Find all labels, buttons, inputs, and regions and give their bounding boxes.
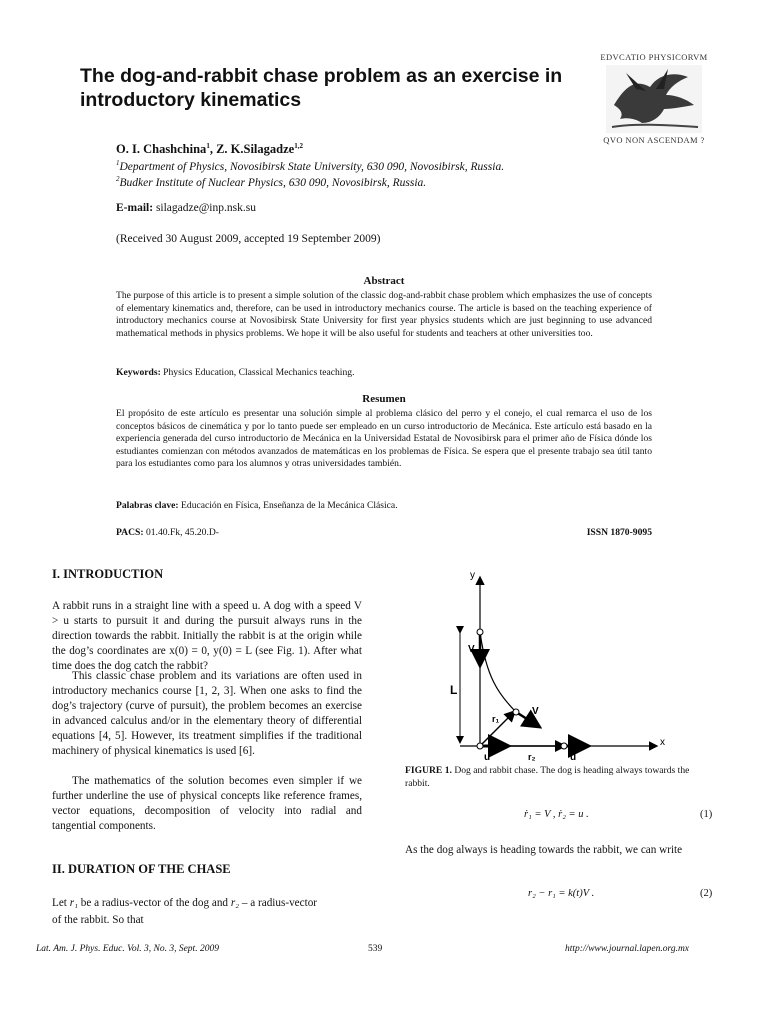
label-r1: r₁ (492, 714, 500, 724)
label-r2: r₂ (528, 752, 536, 762)
pegasus-icon (606, 65, 702, 133)
keywords-label: Keywords: (116, 367, 161, 378)
footer-url[interactable]: http://www.journal.lapen.org.mx (565, 944, 690, 954)
author-2: Z. K.Silagadze (216, 142, 295, 157)
equation-2-number: (2) (700, 888, 713, 899)
authors (116, 142, 303, 157)
pacs (116, 527, 219, 538)
footer-page-number: 539 (368, 944, 383, 954)
intro-heading: I. INTRODUCTION (52, 567, 164, 581)
palabras-clave (116, 500, 398, 511)
affiliation-1 (116, 159, 504, 173)
section-2-line-2: of the rabbit. So that (52, 914, 144, 926)
keywords (116, 367, 354, 378)
palabras-label: Palabras clave: (116, 500, 179, 511)
footer-journal: Lat. Am. J. Phys. Educ. Vol. 3, No. 3, Sept. 2009 (36, 944, 219, 954)
abstract-text: The purpose of this article is to present a simple solution of the classic dog-and-rabbit chase problem which emphasizes the use of concepts of elementary kinematics and, therefore, can be used in introductory mechanics course. The article is based on the teaching experience of introductory mechanics course at Novosibirsk State University for first year physics students which are just beginning to use advanced mathematical methods in physics problems. We hope it will be also useful for students and teachers at other universities too. (116, 290, 652, 339)
s2-text-c: – a radius-vector (241, 897, 318, 909)
author-1-sup: 1 (206, 142, 210, 150)
dog-start-point (477, 629, 483, 635)
affiliation-2-text: Budker Institute of Nuclear Physics, 630 090, Novosibirsk, Russia. (119, 176, 427, 189)
intro-para-3: The mathematics of the solution becomes even simpler if we further underline the use of physical concepts like reference frames, vector equations, decomposition of velocity into radial and tangential components. (52, 775, 362, 832)
label-V-top: V (468, 644, 475, 655)
intro-para-1: A rabbit runs in a straight line with a speed u. A dog with a speed V > u starts to pursuit it and during the pursuit always runs in the direction towards the rabbit. Initially the rabbit is at the origin while the dog’s coordinates are x(0) = 0, y(0) = L (see Fig. 1). After what time does the dog catch the rabbit? (52, 600, 362, 672)
pursuit-curve (480, 632, 516, 712)
rabbit-point (561, 743, 567, 749)
between-text: As the dog always is heading towards the rabbit, we can write (405, 844, 683, 856)
author-separator: , (209, 142, 217, 157)
affiliation-2-sup: 2 (116, 175, 120, 183)
received-date: (Received 30 August 2009, accepted 19 September 2009) (116, 233, 381, 245)
email-line (116, 202, 256, 214)
palabras-value: Educación en Física, Enseñanza de la Mecánica Clásica. (181, 500, 398, 511)
equation-1-number: (1) (700, 809, 713, 820)
label-L: L (450, 683, 458, 697)
resumen-heading: Resumen (362, 393, 406, 405)
pacs-label: PACS: (116, 527, 144, 538)
chase-figure (420, 566, 680, 762)
email-label: E-mail: (116, 202, 154, 214)
figure-caption-label: FIGURE 1. (405, 765, 452, 776)
abstract-heading: Abstract (363, 275, 405, 287)
pacs-value: 01.40.Fk, 45.20.D- (145, 527, 219, 538)
s2-r1: r₁ (69, 897, 78, 909)
s2-text-a: Let (52, 897, 67, 909)
journal-logo (600, 52, 708, 145)
label-x: x (660, 737, 665, 748)
paper-title: The dog-and-rabbit chase problem as an exercise in introductory kinematics (80, 65, 563, 111)
label-u-right: u (570, 752, 577, 762)
author-2-sup: 1,2 (294, 142, 303, 150)
keywords-value: Physics Education, Classical Mechanics teaching. (163, 367, 355, 378)
intro-para-2: This classic chase problem and its variations are often used in introductory mechanics course [1, 2, 3]. When one asks to find the dog’s trajectory (curve of pursuit), the problem becomes an exercise in advanced calculus and/or in the elementary theory of differential equations [4, 5]. However, its treatment simplifies if the traditional machinery of physical kinematics is used [6]. (52, 670, 362, 757)
equation-2: r₂ − r₁ = k(t)V . (528, 888, 595, 899)
dog-point (513, 709, 519, 715)
figure-caption-text: Dog and rabbit chase. The dog is heading always towards the rabbit. (405, 765, 690, 789)
origin-point (477, 743, 483, 749)
label-V-mid: V (532, 706, 539, 717)
label-y: y (470, 570, 475, 581)
section-2-line-1 (52, 896, 362, 911)
logo-top-text: EDVCATIO PHYSICORVM (600, 52, 708, 62)
affiliation-1-sup: 1 (116, 159, 120, 167)
logo-bottom-text: QVO NON ASCENDAM ? (603, 135, 705, 145)
equation-1: ṙ₁ = V , ṙ₂ = u . (524, 809, 589, 820)
email-link[interactable]: silagadze@inp.nsk.su (155, 202, 256, 214)
section-2-heading: II. DURATION OF THE CHASE (52, 862, 231, 876)
figure-caption (405, 764, 715, 790)
affiliation-2 (116, 175, 426, 189)
s2-text-b: be a radius-vector of the dog and (80, 897, 229, 909)
author-1: O. I. Chashchina (116, 142, 207, 157)
resumen-text: El propósito de este artículo es presentar una solución simple al problema clásico del perro y el conejo, el cual remarca el uso de los conceptos básicos de cinemática y por lo tanto puede ser empleado en un curso introductorio de Mecánica. Este artículo está basado en la experiencia generada del curso introductorio de Mecánica en la Universidad Estatal de Novosibirsk para el primer año de Física dónde los estudiantes comienzan con métodos avanzados de matemáticas en los problemas de Física. Se espera que el presente trabajo sea útil tanto para los estudiantes como para los alumnos y otras universidades también. (116, 408, 652, 469)
affiliation-1-text: Department of Physics, Novosibirsk State University, 630 090, Novosibirsk, Russia. (119, 160, 505, 173)
label-u-left: u (484, 752, 491, 762)
s2-r2: r₂ (230, 897, 240, 909)
issn: ISSN 1870-9095 (586, 527, 652, 538)
